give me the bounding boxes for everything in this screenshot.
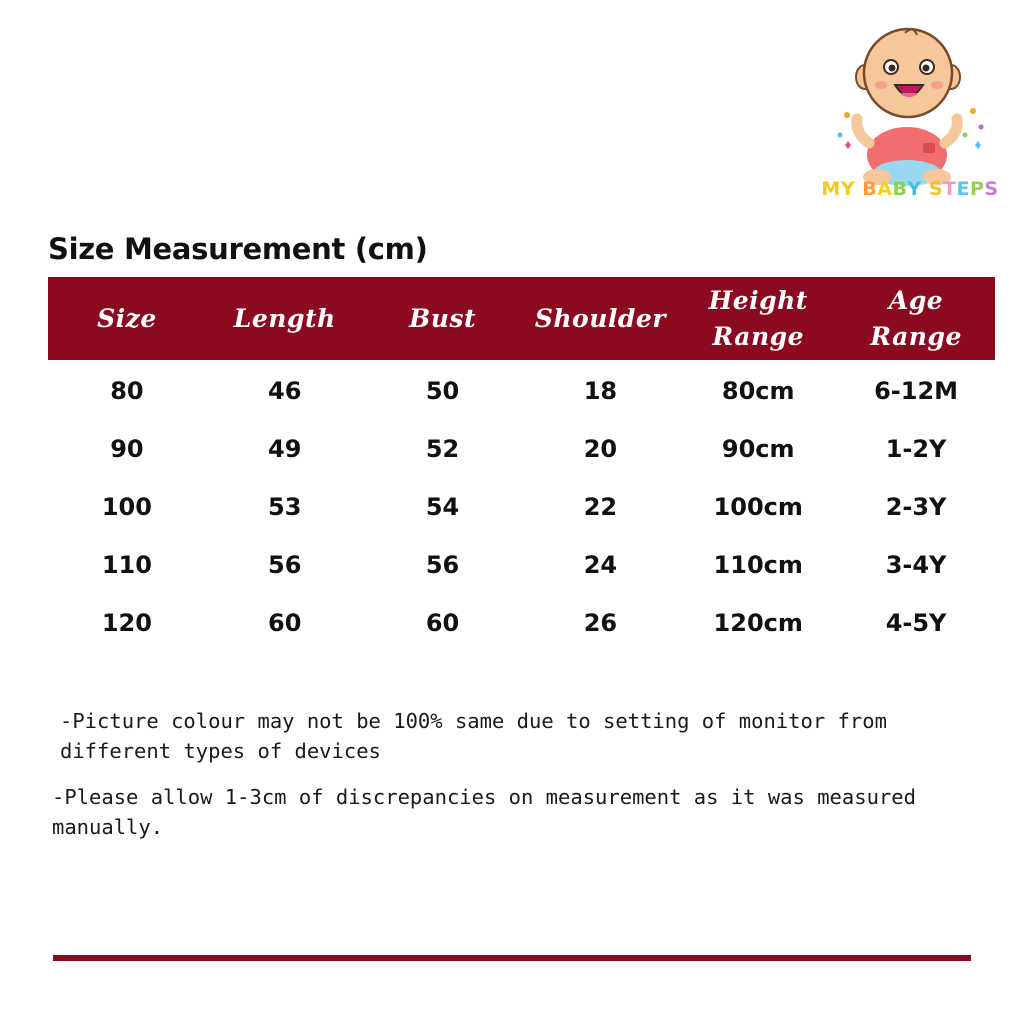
table-cell: 49	[268, 435, 302, 463]
table-cell: 52	[425, 435, 460, 463]
table-cell: 56	[268, 551, 302, 579]
table-cell: 2-3Y	[885, 493, 947, 521]
brand-letter: M	[821, 178, 841, 200]
brand-letter: A	[877, 178, 893, 200]
table-cell: 80cm	[721, 377, 795, 405]
table-row	[48, 594, 995, 652]
note-monitor-colour: -Picture colour may not be 100% same due to setting of monitor from different types of devices	[60, 709, 887, 763]
brand-letter: Y	[840, 178, 856, 200]
column-header	[521, 277, 679, 360]
brand-letter: E	[956, 178, 970, 200]
table-cell: 46	[268, 377, 302, 405]
table-cell: 6-12M	[874, 377, 959, 405]
table-cell: 110	[101, 551, 152, 579]
page-title: Size Measurement (cm)	[48, 232, 428, 266]
column-header-label: Range	[870, 321, 962, 351]
column-header	[837, 277, 995, 360]
table-cell: 120cm	[713, 609, 803, 637]
column-header-label: Age	[888, 285, 944, 315]
column-header-label: Shoulder	[534, 303, 666, 333]
table-cell: 110cm	[713, 551, 803, 579]
table-cell: 4-5Y	[885, 609, 947, 637]
bottom-divider	[53, 955, 971, 961]
table-cell: 3-4Y	[885, 551, 947, 579]
table-cell: 22	[583, 493, 618, 521]
brand-letter: S	[984, 178, 999, 200]
table-row	[48, 478, 995, 536]
column-header	[364, 277, 522, 360]
table-cell: 120	[101, 609, 152, 637]
note-measurement-discrepancy: -Please allow 1-3cm of discrepancies on measurement as it was measured manually.	[52, 785, 916, 839]
column-header-label: Height	[708, 285, 808, 315]
column-header-label: Bust	[409, 303, 477, 333]
column-header	[206, 277, 364, 360]
table-cell: 24	[583, 551, 618, 579]
brand-letter	[922, 178, 929, 200]
table-row	[48, 536, 995, 594]
size-table-container	[48, 277, 995, 652]
column-header-label: Size	[97, 303, 157, 333]
brand-letter	[855, 178, 862, 200]
table-body	[48, 360, 995, 652]
column-header-label: Length	[233, 303, 336, 333]
brand-letter: S	[928, 178, 943, 200]
table-cell: 100cm	[713, 493, 803, 521]
column-header-label: Range	[712, 321, 805, 351]
column-header	[48, 277, 206, 360]
notes-section	[52, 706, 952, 842]
table-cell: 26	[583, 609, 618, 637]
table-cell: 50	[425, 377, 460, 405]
table-cell: 90	[110, 435, 144, 463]
brand-wordmark	[808, 178, 1012, 200]
table-row	[48, 360, 995, 420]
table-cell: 90cm	[721, 435, 795, 463]
table-cell: 18	[583, 377, 618, 405]
table-cell: 56	[425, 551, 460, 579]
brand-letter: B	[862, 178, 878, 200]
table-cell: 20	[583, 435, 618, 463]
brand-letter: B	[892, 178, 908, 200]
column-header	[679, 277, 837, 360]
brand-letter: P	[969, 178, 985, 200]
table-cell: 60	[425, 609, 460, 637]
table-header-row	[48, 277, 995, 360]
size-table	[48, 277, 995, 652]
table-cell: 53	[268, 493, 302, 521]
table-cell: 100	[101, 493, 152, 521]
table-cell: 80	[110, 377, 144, 405]
table-cell: 54	[425, 493, 460, 521]
brand-letter: Y	[907, 178, 922, 200]
table-cell: 1-2Y	[885, 435, 947, 463]
table-row	[48, 420, 995, 478]
table-cell: 60	[268, 609, 302, 637]
brand-letter: T	[943, 178, 957, 200]
